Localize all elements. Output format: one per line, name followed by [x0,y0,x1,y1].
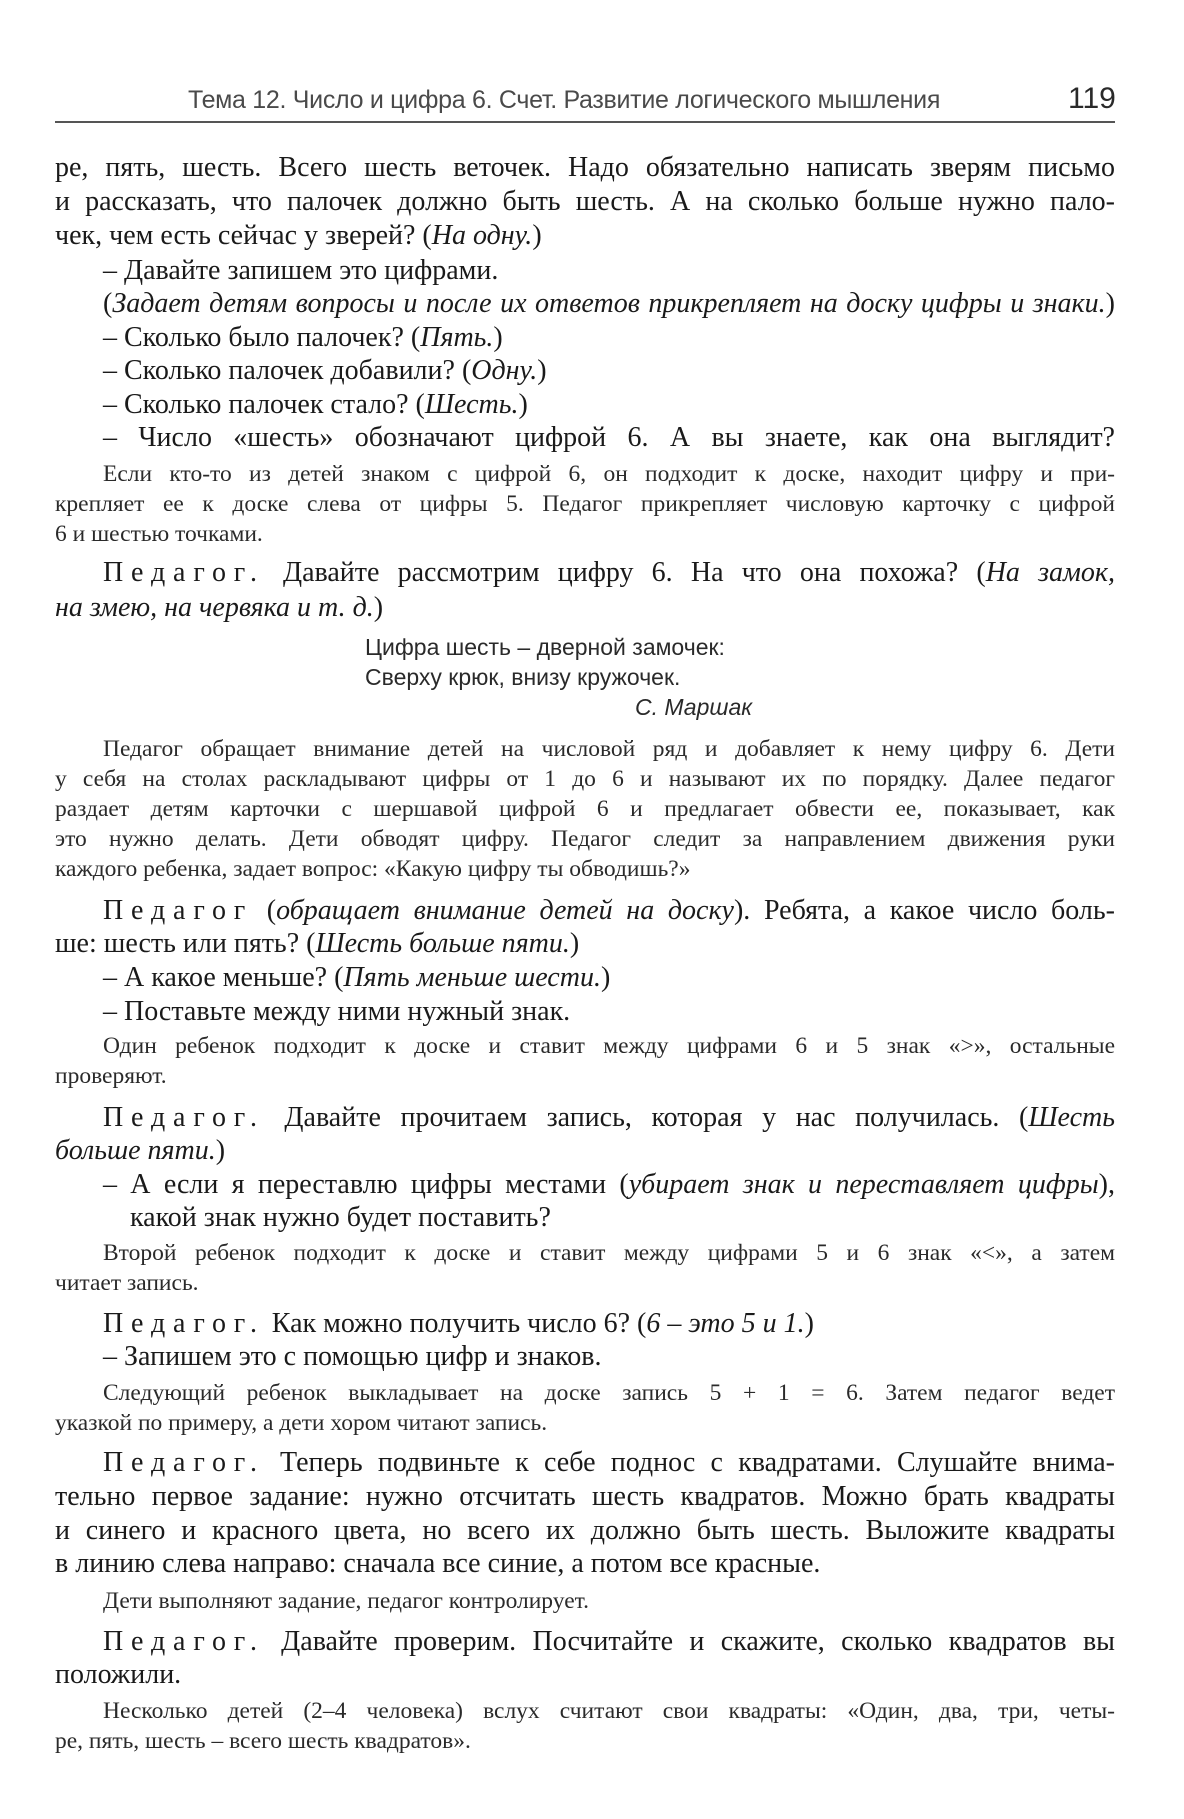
narration-line [55,517,263,551]
text: Сверху крюк, внизу кружочек. [365,664,681,691]
text: Один ребенок подходит к доске и ставит между цифрами 6 и 5 знак «>», остальные [103,1033,1115,1060]
speaker-label: Педагог [103,894,254,926]
dialogue-line [55,1547,820,1581]
text: Второй ребенок подходит к доске и ставит между цифрами 5 и 6 знак «<», а затем [103,1240,1115,1267]
text: ). Ребята, а какое число боль- [733,894,1115,926]
text: ) [215,1135,226,1167]
text: ) [600,961,611,993]
text: ) [537,355,547,387]
text: ( [253,894,277,926]
text: какой знак нужно будет поставить? [130,1202,551,1234]
text: ( [103,288,113,320]
dialogue-line [55,219,542,253]
italic-text: убирает знак и переставляет цифры [628,1168,1099,1200]
narration-line [55,822,1115,856]
dialogue-line [103,1340,601,1374]
text: каждого ребенка, задает вопрос: «Какую цифру ты обводишь?» [55,856,691,883]
dialogue-line [130,1201,551,1235]
text: – Число «шесть» обозначают цифрой 6. А вы знаете, как она выглядит? [103,422,1115,454]
poem-line [635,690,752,724]
italic-text: Задает детям вопросы и после их ответов прикрепляет на доску цифры и знаки. [112,288,1106,320]
narration-line [103,1376,1115,1410]
text: – А если я переставлю цифры местами ( [103,1168,629,1200]
dialogue-line [103,1625,1115,1659]
speaker-label: Педагог. [103,1447,265,1479]
narration-line [103,1694,1115,1728]
text: Педагог обращает внимание детей на числовой ряд и добавляет к нему цифру 6. Дети [103,736,1115,763]
speaker-label: Педагог. [103,557,265,589]
running-header: Тема 12. Число и цифра 6. Счет. Развитие логического мышления [188,86,941,114]
poem-line [365,660,680,694]
italic-text: на змею, на червяка и т. д. [55,592,374,624]
italic-text: Пять. [420,321,494,353]
dialogue-line [103,321,503,355]
dialogue-line [55,185,1115,219]
text: – Поставьте между ними нужный знак. [103,995,571,1027]
speaker-label: Педагог. [103,1625,265,1657]
dialogue-line [103,961,610,995]
text: Если кто-то из детей знаком с цифрой 6, он подходит к доске, находит цифру и при- [103,460,1115,487]
text: Цифра шесть – дверной замочек: [365,634,725,661]
text: 6 и шестью точками. [55,521,263,548]
narration-line [55,1406,547,1440]
dialogue-line [103,1307,814,1341]
dialogue-line [103,421,1115,455]
text: ) [532,219,542,251]
dialogue-line [103,287,1115,321]
text: – Сколько было палочек? ( [103,321,421,353]
italic-text: Шесть [1028,1101,1115,1133]
text: ре, пять, шесть – всего шесть квадратов». [55,1727,471,1754]
text: ше: шесть или пять? ( [55,928,316,960]
dialogue-line [103,995,570,1029]
dialogue-line [103,894,1115,928]
italic-text: Одну. [471,355,538,387]
text: и рассказать, что палочек должно быть шесть. А на сколько больше нужно пало- [55,186,1115,218]
narration-line [55,1059,167,1093]
text: – Сколько палочек добавили? ( [103,355,472,387]
dialogue-line [55,1134,225,1168]
text: у себя на столах раскладывают цифры от 1 до 6 и называют их по порядку. Далее педагог [55,766,1115,793]
dialogue-line [103,354,547,388]
dialogue-line [55,927,579,961]
narration-line [103,1029,1115,1063]
text: Несколько детей (2–4 человека) вслух считают свои квадраты: «Один, два, три, четы- [103,1697,1115,1724]
page-number: 119 [1068,82,1116,115]
text: тельно первое задание: нужно отсчитать шесть квадратов. Можно брать квадраты [55,1481,1115,1513]
text: Следующий ребенок выкладывает на доске запись 5 + 1 = 6. Затем педагог ведет [103,1379,1115,1406]
italic-text: Шесть больше пяти. [315,928,570,960]
text: чек, чем есть сейчас у зверей? ( [55,219,432,251]
narration-line [103,1584,589,1618]
italic-text: Шесть. [424,388,519,420]
narration-line [55,852,690,886]
dialogue-line [55,591,383,625]
italic-text: С. Маршак [635,694,753,721]
text: ), [1098,1168,1115,1200]
text: ре, пять, шесть. Всего шесть веточек. Надо обязательно написать зверям письмо [55,151,1115,183]
narration-line [103,1236,1115,1270]
dialogue-line [103,556,1115,590]
dialogue-line [103,1446,1115,1480]
speaker-label: Педагог. [103,1307,265,1339]
text: указкой по примеру, а дети хором читают запись. [55,1410,548,1437]
text: – Сколько палочек стало? ( [103,388,425,420]
dialogue-line [55,151,1115,185]
text: ) [518,388,528,420]
italic-text: больше пяти. [55,1135,216,1167]
text: Теперь подвиньте к себе поднос с квадратами. Слушайте внима- [264,1447,1115,1479]
text: положили. [55,1659,182,1691]
text: читает запись. [55,1270,199,1297]
text: – Давайте запишем это цифрами. [103,254,499,286]
italic-text: На замок, [985,557,1115,589]
text: ) [493,321,503,353]
italic-text: обращает внимание детей на доску [276,894,734,926]
text: – Запишем это с помощью цифр и знаков. [103,1341,602,1373]
narration-line [55,487,1115,521]
text: ) [569,928,580,960]
text: ) [373,592,384,624]
poem-line [365,630,725,664]
header-divider [55,121,1115,123]
text: раздает детям карточки с шершавой цифрой 6 и предлагает обвести ее, показывает, как [55,796,1115,823]
text: и синего и красного цвета, но всего их должно быть шесть. Выложите квадраты [55,1514,1115,1546]
text: это нужно делать. Дети обводят цифру. Педагог следит за направлением движения руки [55,826,1115,853]
narration-line [55,1266,199,1300]
text: – А какое меньше? ( [103,961,344,993]
dialogue-line [55,1480,1115,1514]
text: Давайте проверим. Посчитайте и скажите, сколько квадратов вы [264,1625,1115,1657]
narration-line [55,1724,471,1758]
text: в линию слева направо: сначала все синие, а потом все красные. [55,1548,821,1580]
narration-line [55,792,1115,826]
speaker-label: Педагог. [103,1101,265,1133]
narration-line [103,457,1115,491]
text: крепляет ее к доске слева от цифры 5. Педагог прикрепляет числовую карточку с цифрой [55,491,1115,518]
text: Как можно получить число 6? ( [264,1307,647,1339]
text: Дети выполняют задание, педагог контролирует. [103,1588,589,1615]
text: ) [1105,288,1115,320]
italic-text: Пять меньше шести. [343,961,601,993]
dialogue-line [55,1658,181,1692]
italic-text: 6 – это 5 и 1. [646,1307,805,1339]
narration-line [103,732,1115,766]
dialogue-line [55,1514,1115,1548]
dialogue-line [103,254,498,288]
text: проверяют. [55,1063,167,1090]
dialogue-line [103,1168,1115,1202]
dialogue-line [103,1101,1115,1135]
text: Давайте рассмотрим цифру 6. На что она похожа? ( [264,557,986,589]
dialogue-line [103,388,528,422]
italic-text: На одну. [431,219,533,251]
narration-line [55,762,1115,796]
text: Давайте прочитаем запись, которая у нас получилась. ( [264,1101,1029,1133]
text: ) [804,1307,814,1339]
